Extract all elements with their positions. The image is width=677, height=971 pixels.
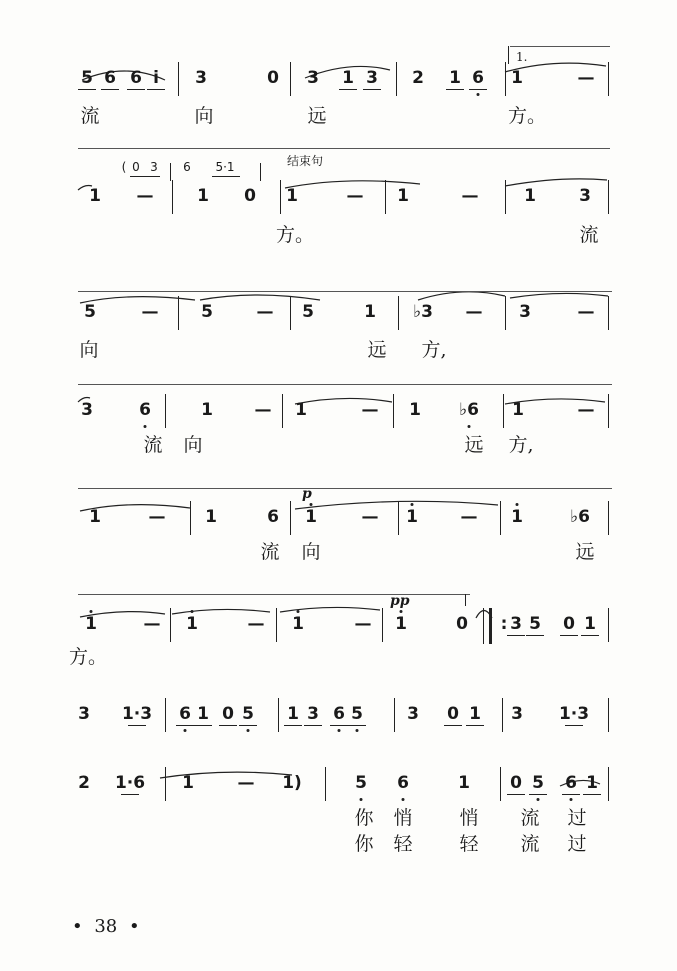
score-note: 1·6 xyxy=(114,773,146,793)
octave-dot-above xyxy=(310,503,313,506)
note-underline xyxy=(339,89,357,90)
octave-dot-above xyxy=(400,610,403,613)
slur xyxy=(510,293,608,298)
score-note: 1 xyxy=(292,614,304,634)
score-note: 5 xyxy=(84,302,96,322)
lyric-char: 方。 xyxy=(275,224,315,246)
cue-note: ( xyxy=(121,160,127,174)
note-underline xyxy=(219,725,237,726)
lyric-char: 流 xyxy=(143,434,163,456)
score-note: 1 xyxy=(85,614,97,634)
score-note: 3 xyxy=(579,186,591,206)
score-note: — xyxy=(247,614,265,634)
score-note: 3 xyxy=(407,704,419,724)
score-note: 1 xyxy=(511,507,523,527)
score-note: 3 xyxy=(366,68,378,88)
score-note: 5 xyxy=(532,773,544,793)
score-note: 1 xyxy=(395,614,407,634)
octave-dot-below xyxy=(144,425,147,428)
score-note: 5 xyxy=(351,704,363,724)
barline xyxy=(276,608,277,642)
barline xyxy=(282,394,283,428)
barline xyxy=(172,180,173,214)
barline xyxy=(290,501,291,535)
score-note: 1 xyxy=(205,507,217,527)
score-note: 3 xyxy=(195,68,207,88)
note-underline xyxy=(304,725,322,726)
octave-dot-below xyxy=(570,798,573,801)
score-note: 6 xyxy=(565,773,577,793)
barline xyxy=(505,62,506,96)
note-underline xyxy=(176,725,194,726)
barline xyxy=(178,62,179,96)
score-note: 6 xyxy=(333,704,345,724)
lyric-char: 远 xyxy=(307,105,327,127)
lyric-char: 方。 xyxy=(68,646,108,668)
score-note: 1 xyxy=(584,614,596,634)
score-note: — xyxy=(237,773,255,793)
score-note: — xyxy=(136,186,154,206)
note-underline xyxy=(284,725,302,726)
page-number: 38 xyxy=(94,916,118,937)
barline xyxy=(165,767,166,801)
score-note: 1·3 xyxy=(121,704,153,724)
barline xyxy=(178,296,179,330)
score-note: 1 xyxy=(182,773,194,793)
barline xyxy=(278,698,279,732)
octave-dot-below xyxy=(468,425,471,428)
volta-label: 1. xyxy=(516,50,528,64)
score-note: 6 xyxy=(267,507,279,527)
lyric-char: 方, xyxy=(508,434,534,456)
note-underline xyxy=(446,89,464,90)
bullet-icon: • xyxy=(129,916,140,937)
score-note: 5 xyxy=(529,614,541,634)
lyric-char: 方。 xyxy=(507,105,547,127)
octave-dot-below xyxy=(247,729,250,732)
score-note: 6 xyxy=(397,773,409,793)
barline xyxy=(398,296,399,330)
dynamic-mark: pp xyxy=(390,593,410,609)
score-note: 3 xyxy=(307,704,319,724)
score-note: 6 xyxy=(104,68,116,88)
volta-end xyxy=(465,594,466,606)
section-label: 结束句 xyxy=(287,154,324,168)
octave-dot-below xyxy=(360,798,363,801)
score-note: 6 xyxy=(130,68,142,88)
note-underline xyxy=(507,794,525,795)
barline xyxy=(500,501,501,535)
bullet-icon: • xyxy=(72,916,83,937)
cue-underline xyxy=(130,176,160,177)
barline xyxy=(608,501,609,535)
score-note: 1·3 xyxy=(558,704,590,724)
lyric-char: 悄 xyxy=(393,807,413,829)
note-underline xyxy=(560,635,578,636)
staff-rule xyxy=(78,291,612,292)
cue-note: 3 xyxy=(150,160,158,174)
barline xyxy=(396,62,397,96)
lyric-char: 向 xyxy=(194,105,214,127)
score-note: ♭6 xyxy=(570,507,590,527)
barline xyxy=(608,767,609,801)
score-note: 1 xyxy=(406,507,418,527)
score-note: 0 xyxy=(244,186,256,206)
score-note: 3 xyxy=(519,302,531,322)
score-note: — xyxy=(461,186,479,206)
score-note: 1 xyxy=(512,400,524,420)
score-note: — xyxy=(143,614,161,634)
score-note: 6 xyxy=(139,400,151,420)
score-note: — xyxy=(361,400,379,420)
lyric-char: 你 xyxy=(354,807,374,829)
score-note: ♭3 xyxy=(413,302,433,322)
barline xyxy=(382,608,383,642)
score-note: — xyxy=(465,302,483,322)
score-note: — xyxy=(148,507,166,527)
note-underline xyxy=(121,794,139,795)
lyric-char: 轻 xyxy=(393,833,413,855)
barline xyxy=(608,698,609,732)
note-underline xyxy=(239,725,257,726)
score-note: 1 xyxy=(397,186,409,206)
score-note: — xyxy=(354,614,372,634)
octave-dot-above xyxy=(90,610,93,613)
score-note: 1 xyxy=(469,704,481,724)
score-note: 2 xyxy=(412,68,424,88)
lyric-char: 过 xyxy=(567,833,587,855)
lyric-char: 方, xyxy=(421,339,447,361)
score-note: : xyxy=(500,614,508,634)
score-note: 2 xyxy=(78,773,90,793)
score-note: 1 xyxy=(586,773,598,793)
barline xyxy=(608,296,609,330)
score-note: 1 xyxy=(458,773,470,793)
score-note: 3 xyxy=(81,400,93,420)
note-underline xyxy=(194,725,212,726)
slur xyxy=(418,292,505,300)
note-underline xyxy=(101,89,119,90)
staff-rule xyxy=(510,46,610,47)
score-note: 1 xyxy=(286,186,298,206)
note-underline xyxy=(127,89,145,90)
note-underline xyxy=(147,89,165,90)
score-note: 1 xyxy=(409,400,421,420)
note-underline xyxy=(78,89,96,90)
lyric-char: 过 xyxy=(567,807,587,829)
note-underline xyxy=(526,635,544,636)
note-underline xyxy=(348,725,366,726)
slur xyxy=(505,179,607,186)
score-note: 1 xyxy=(197,186,209,206)
score-note: 1 xyxy=(287,704,299,724)
score-note: 1 xyxy=(197,704,209,724)
note-underline xyxy=(529,794,547,795)
score-note: — xyxy=(577,302,595,322)
score-note: 1 xyxy=(524,186,536,206)
octave-dot-above xyxy=(411,503,414,506)
score-note: — xyxy=(254,400,272,420)
score-note: — xyxy=(577,68,595,88)
lyric-char: 向 xyxy=(301,541,321,563)
score-note: 1 xyxy=(89,507,101,527)
note-underline xyxy=(581,635,599,636)
score-note: 1 xyxy=(305,507,317,527)
small-barline xyxy=(170,163,171,181)
barline xyxy=(290,296,291,330)
score-note: 3 xyxy=(307,68,319,88)
octave-dot-below xyxy=(338,729,341,732)
lyric-char: 远 xyxy=(575,541,595,563)
score-note: 5 xyxy=(242,704,254,724)
barline xyxy=(325,767,326,801)
lyric-char: 流 xyxy=(520,833,540,855)
score-note: — xyxy=(141,302,159,322)
page-number-block xyxy=(72,916,140,937)
barline xyxy=(393,394,394,428)
note-underline xyxy=(507,635,525,636)
octave-dot-above xyxy=(191,610,194,613)
barline xyxy=(608,180,609,214)
note-underline xyxy=(444,725,462,726)
score-note: 1 xyxy=(201,400,213,420)
barline xyxy=(608,62,609,96)
cue-note: 6 xyxy=(183,160,191,174)
barline xyxy=(290,62,291,96)
double-barline-thick xyxy=(489,608,492,644)
barline xyxy=(165,698,166,732)
octave-dot-above xyxy=(297,610,300,613)
octave-dot-below xyxy=(356,729,359,732)
barline xyxy=(608,608,609,642)
lyric-char: 向 xyxy=(79,339,99,361)
barline xyxy=(165,394,166,428)
lyric-char: 流 xyxy=(260,541,280,563)
note-underline xyxy=(330,725,348,726)
note-underline xyxy=(128,725,146,726)
barline xyxy=(398,501,399,535)
barline xyxy=(505,180,506,214)
note-underline xyxy=(466,725,484,726)
cue-underline xyxy=(212,176,240,177)
score-note: 0 xyxy=(510,773,522,793)
score-note: 1 xyxy=(89,186,101,206)
dynamic-mark: p xyxy=(302,486,312,502)
lyric-char: 流 xyxy=(520,807,540,829)
score-note: 3 xyxy=(511,704,523,724)
score-note: 3 xyxy=(510,614,522,634)
score-note: 5 xyxy=(81,68,93,88)
octave-dot-above xyxy=(516,503,519,506)
slur xyxy=(280,607,380,612)
barline xyxy=(500,767,501,801)
score-note: — xyxy=(256,302,274,322)
staff-rule xyxy=(78,594,470,595)
score-note: 6 xyxy=(179,704,191,724)
score-note: 1 xyxy=(449,68,461,88)
cue-note: 0 xyxy=(132,160,140,174)
note-underline xyxy=(469,89,487,90)
score-note: 6 xyxy=(472,68,484,88)
score-note: 0 xyxy=(222,704,234,724)
octave-dot-below xyxy=(184,729,187,732)
score-note: — xyxy=(361,507,379,527)
note-underline xyxy=(363,89,381,90)
score-note: 0 xyxy=(447,704,459,724)
score-note: 1 xyxy=(295,400,307,420)
score-note: 5 xyxy=(355,773,367,793)
barline xyxy=(394,698,395,732)
lyric-char: 你 xyxy=(354,833,374,855)
lyric-char: 远 xyxy=(464,434,484,456)
score-note: 1 xyxy=(342,68,354,88)
score-note: — xyxy=(577,400,595,420)
score-note: i xyxy=(153,68,159,88)
lyric-char: 流 xyxy=(80,105,100,127)
score-note: 3 xyxy=(78,704,90,724)
barline xyxy=(170,608,171,642)
barline xyxy=(280,180,281,214)
octave-dot-below xyxy=(477,93,480,96)
score-note: 1 xyxy=(511,68,523,88)
score-note: 0 xyxy=(456,614,468,634)
small-barline xyxy=(260,163,261,181)
note-underline xyxy=(562,794,580,795)
barline xyxy=(505,296,506,330)
score-note: 0 xyxy=(267,68,279,88)
staff-rule xyxy=(78,148,610,149)
barline xyxy=(502,698,503,732)
cue-note: 5·1 xyxy=(215,160,235,174)
octave-dot-below xyxy=(402,798,405,801)
score-note: — xyxy=(460,507,478,527)
score-note: 1 xyxy=(364,302,376,322)
note-underline xyxy=(565,725,583,726)
lyric-char: 向 xyxy=(183,434,203,456)
slur xyxy=(200,295,320,300)
score-note: 0 xyxy=(563,614,575,634)
barline xyxy=(385,180,386,214)
score-note: 5 xyxy=(201,302,213,322)
barline xyxy=(608,394,609,428)
note-underline xyxy=(583,794,601,795)
staff-rule xyxy=(78,488,612,489)
barline xyxy=(503,394,504,428)
lyric-char: 悄 xyxy=(459,807,479,829)
lyric-char: 轻 xyxy=(459,833,479,855)
score-note: 5 xyxy=(302,302,314,322)
score-note: ♭6 xyxy=(459,400,479,420)
staff-rule xyxy=(78,384,612,385)
score-note: 1 xyxy=(186,614,198,634)
score-note: 1) xyxy=(282,773,302,793)
lyric-char: 流 xyxy=(579,224,599,246)
barline xyxy=(190,501,191,535)
lyric-char: 远 xyxy=(367,339,387,361)
double-barline xyxy=(483,608,484,644)
volta-bracket xyxy=(508,46,509,64)
octave-dot-below xyxy=(537,798,540,801)
score-note: — xyxy=(346,186,364,206)
slur xyxy=(160,772,292,778)
